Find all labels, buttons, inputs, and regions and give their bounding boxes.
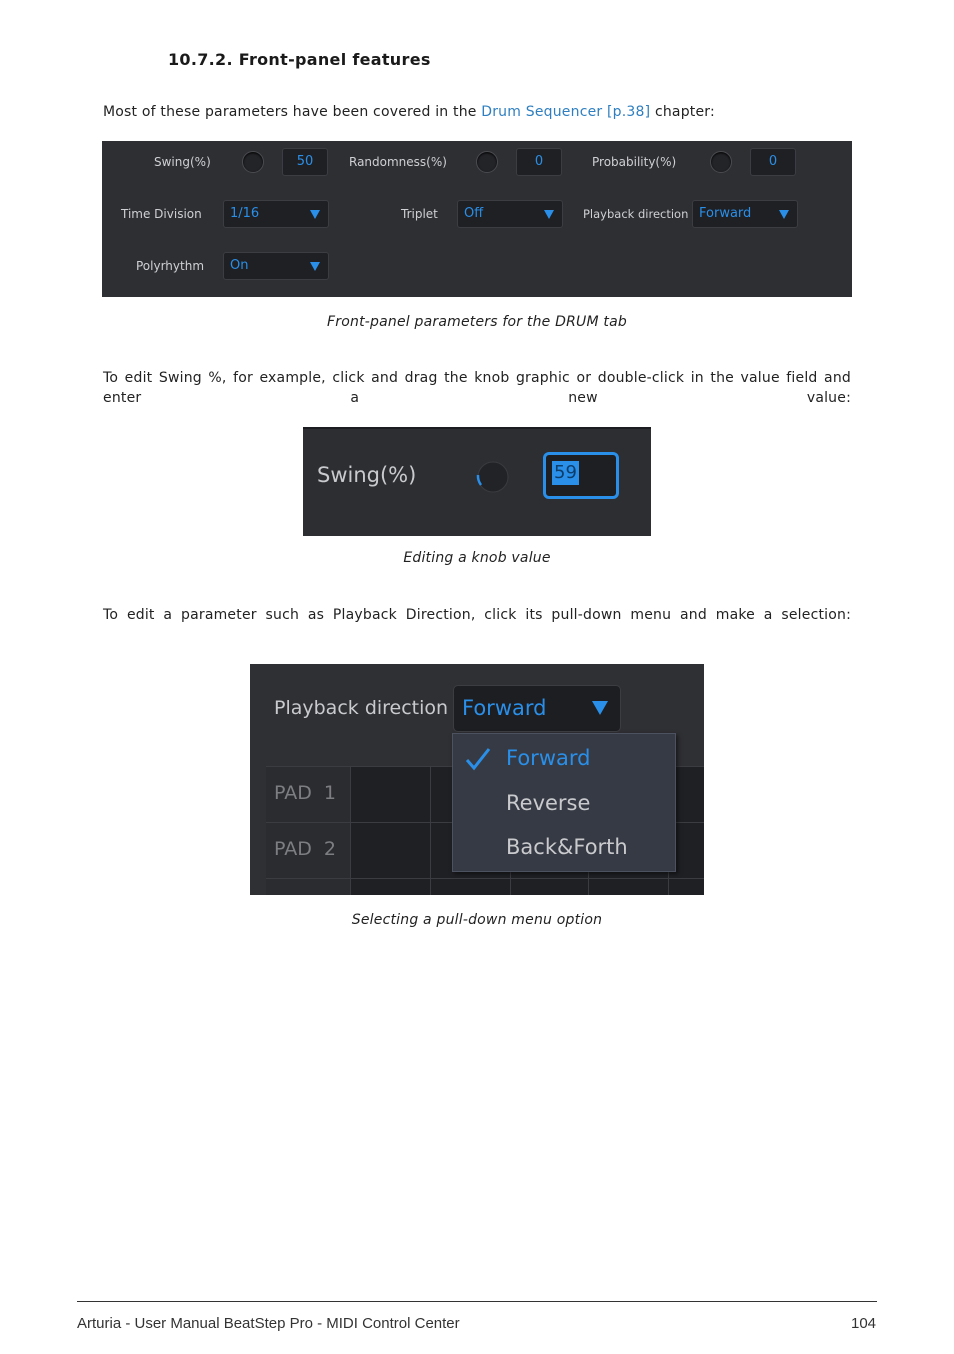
playback-direction-menu	[452, 733, 676, 872]
menu-item-forward-label: Forward	[506, 746, 591, 770]
footer-title: Arturia - User Manual BeatStep Pro - MIDI Control Center	[77, 1315, 460, 1332]
polyrhythm-label: Polyrhythm	[136, 259, 205, 273]
drum-front-panel	[102, 141, 852, 297]
pad-2-label: PAD 2	[274, 838, 336, 860]
menu-item-backforth[interactable]	[453, 828, 675, 870]
drum-sequencer-link[interactable]: Drum Sequencer [p.38]	[481, 104, 651, 120]
menu-item-forward[interactable]	[453, 739, 675, 781]
probability-knob[interactable]	[710, 151, 732, 173]
menu-item-reverse-label: Reverse	[506, 791, 591, 815]
playback-menu-panel	[250, 664, 704, 895]
polyrhythm-dropdown[interactable]	[223, 252, 329, 280]
playback-direction-label: Playback direction	[583, 207, 689, 221]
triplet-value: Off	[464, 206, 484, 221]
playback-direction-dropdown-large[interactable]	[453, 685, 621, 732]
time-division-label: Time Division	[121, 207, 202, 221]
playback-direction-current: Forward	[462, 696, 547, 720]
chevron-down-icon	[310, 210, 320, 219]
randomness-value-field[interactable]: 0	[516, 148, 562, 176]
page-number: 104	[851, 1315, 877, 1332]
randomness-knob[interactable]	[476, 151, 498, 173]
triplet-label: Triplet	[401, 207, 438, 221]
caption-knob: Editing a knob value	[403, 550, 551, 566]
intro-text: Most of these parameters have been covered in the	[103, 104, 482, 120]
probability-label: Probability(%)	[592, 155, 677, 169]
caption-front-panel: Front-panel parameters for the DRUM tab	[327, 314, 627, 330]
checkmark-icon	[465, 747, 491, 771]
intro-text-end: chapter:	[650, 104, 715, 120]
caption-pulldown: Selecting a pull-down menu option	[351, 912, 603, 928]
swing-label: Swing(%)	[154, 155, 211, 169]
swing-edit-panel	[303, 427, 651, 536]
playback-edit-paragraph: To edit a parameter such as Playback Direction, click its pull-down menu and make a selection:	[103, 607, 851, 623]
footer-divider	[77, 1301, 877, 1302]
chevron-down-icon	[544, 210, 554, 219]
menu-item-reverse[interactable]	[453, 784, 675, 826]
triplet-dropdown[interactable]	[457, 200, 563, 228]
time-division-value: 1/16	[230, 206, 260, 221]
intro-paragraph	[103, 102, 851, 122]
section-heading: 10.7.2. Front-panel features	[168, 50, 431, 69]
swing-knob-large[interactable]	[473, 457, 513, 497]
polyrhythm-value: On	[230, 258, 249, 273]
chevron-down-icon	[310, 262, 320, 271]
playback-direction-value: Forward	[699, 206, 752, 221]
swing-value-field[interactable]: 50	[282, 148, 328, 176]
chevron-down-icon	[592, 701, 608, 715]
time-division-dropdown[interactable]	[223, 200, 329, 228]
swing-value-field-editing[interactable]	[543, 452, 619, 499]
swing-label-large: Swing(%)	[317, 463, 417, 487]
chevron-down-icon	[779, 210, 789, 219]
playback-direction-label-large: Playback direction	[274, 697, 449, 719]
menu-item-backforth-label: Back&Forth	[506, 835, 628, 859]
swing-value-selected: 59	[554, 462, 577, 483]
randomness-label: Randomness(%)	[349, 155, 447, 169]
swing-knob[interactable]	[242, 151, 264, 173]
probability-value-field[interactable]: 0	[750, 148, 796, 176]
pad-1-label: PAD 1	[274, 782, 336, 804]
swing-edit-paragraph: To edit Swing %, for example, click and drag the knob graphic or double-click in the value field and enter a new value:	[103, 370, 851, 406]
playback-direction-dropdown[interactable]	[692, 200, 798, 228]
